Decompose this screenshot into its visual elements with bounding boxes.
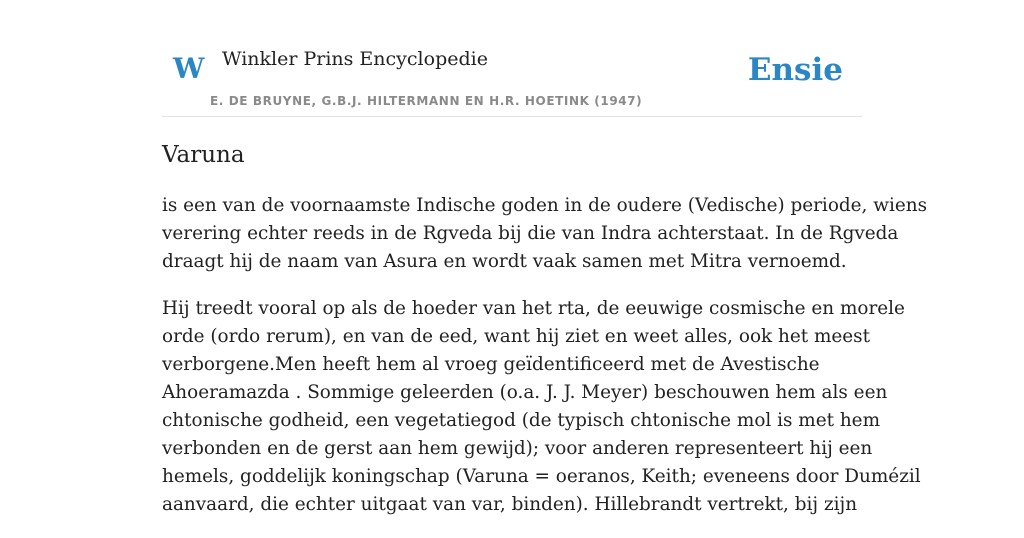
paragraph-line: draagt hij de naam van Asura en wordt vaak samen met Mitra vernoemd. — [162, 251, 847, 272]
paragraph-line: is een van de voornaamste Indische goden in de oudere (Vedische) periode, wiens — [162, 195, 928, 216]
paragraph-line: aanvaard, die echter uitgaat van var, binden). Hillebrandt vertrekt, bij zijn — [162, 494, 858, 515]
paragraph-line: verering echter reeds in de Rgveda bij die van Indra achterstaat. In de Rgveda — [162, 223, 899, 244]
paragraph-line: verbonden en de gerst aan hem gewijd); voor anderen representeert hij een — [162, 438, 873, 459]
winkler-prins-logo-icon[interactable]: W — [173, 52, 205, 85]
site-header — [162, 0, 862, 117]
article-paragraph — [162, 295, 921, 519]
ensie-logo[interactable]: Ensie — [747, 52, 843, 88]
paragraph-line: chtonische godheid, een vegetatiegod (de typisch chtonische mol is met hem — [162, 410, 881, 431]
publication-title[interactable]: Winkler Prins Encyclopedie — [222, 48, 488, 70]
paragraph-line: Hij treedt vooral op als de hoeder van het rta, de eeuwige cosmische en morele — [162, 298, 905, 319]
paragraph-line: verborgene.Men heeft hem al vroeg geïdentificeerd met de Avestische — [162, 354, 820, 375]
paragraph-line: orde (ordo rerum), en van de eed, want hij ziet en weet alles, ook het meest — [162, 326, 871, 347]
article-body — [162, 192, 928, 538]
paragraph-line: hemels, goddelijk koningschap (Varuna = oeranos, Keith; eveneens door Dumézil — [162, 466, 921, 487]
article-title: Varuna — [162, 142, 245, 168]
publication-authors: E. DE BRUYNE, G.B.J. HILTERMANN EN H.R. HOETINK (1947) — [210, 94, 643, 108]
article-paragraph — [162, 192, 928, 276]
paragraph-line: Ahoeramazda . Sommige geleerden (o.a. J. J. Meyer) beschouwen hem als een — [162, 382, 888, 403]
